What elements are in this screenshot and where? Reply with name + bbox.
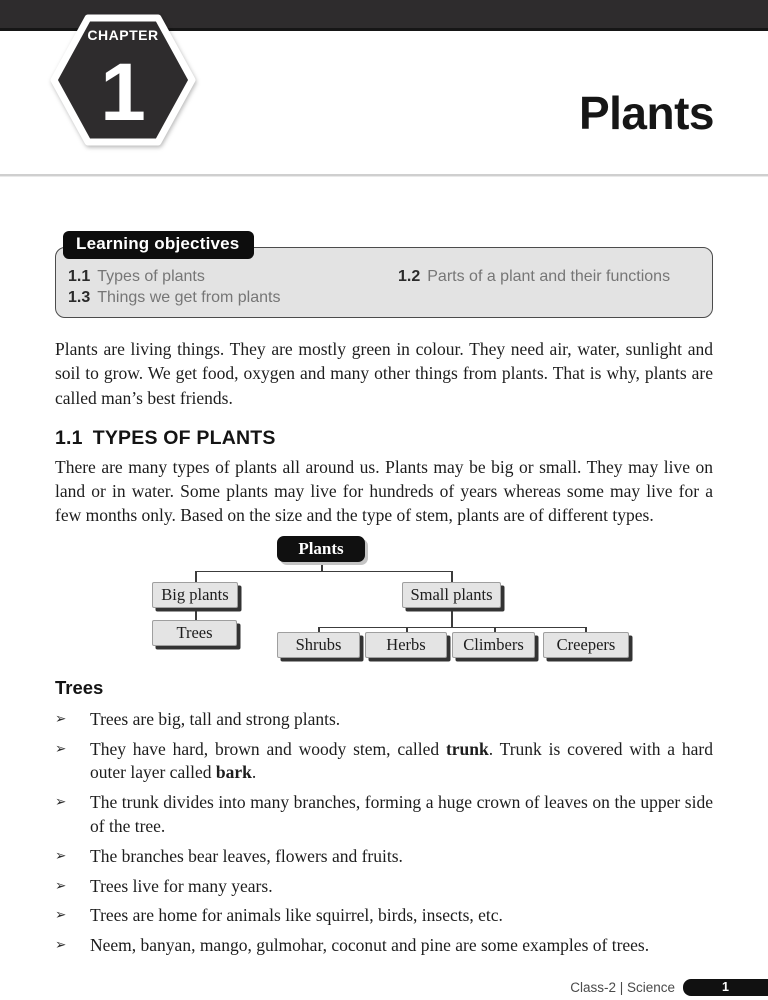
connector-line [321, 562, 323, 571]
bullet-arrow-icon: ➢ [55, 710, 67, 727]
bullet-arrow-icon: ➢ [55, 794, 67, 811]
chapter-number: 1 [100, 47, 146, 138]
objective-item [68, 268, 398, 286]
footer-course: Class-2 | Science [570, 979, 675, 995]
connector-line [451, 608, 453, 627]
page-content [0, 177, 768, 964]
bullet-arrow-icon: ➢ [55, 847, 67, 864]
trees-bullet-list [55, 708, 713, 958]
bullet-item [55, 708, 713, 732]
trees-heading: Trees [55, 676, 104, 698]
bullet-arrow-icon: ➢ [55, 740, 67, 757]
section-title: TYPES OF PLANTS [92, 426, 276, 449]
connector-line [195, 571, 452, 573]
connector-line [195, 608, 197, 620]
diagram-node-big-plants: Big plants [152, 582, 238, 608]
bullet-text: The trunk divides into many branches, forming a huge crown of leaves on the upper side of the tree. [90, 792, 713, 836]
section-heading [55, 427, 713, 450]
intro-paragraph: Plants are living things. They are mostly green in colour. They need air, water, sunlight and soil to grow. We get food, oxygen and many other things from plants. That is why, plants are called man’s best friends. [55, 339, 713, 408]
bullet-arrow-icon: ➢ [55, 877, 67, 894]
learning-objectives-panel [55, 234, 713, 318]
objective-number: 1.2 [398, 268, 421, 285]
objective-item [398, 268, 698, 286]
chapter-label: CHAPTER [87, 27, 159, 43]
objective-item [68, 289, 398, 307]
diagram-node-climbers: Climbers [452, 632, 535, 658]
plants-diagram [55, 533, 713, 664]
objective-number: 1.3 [68, 289, 91, 306]
learning-objectives-label: Learning objectives [63, 231, 254, 259]
bullet-text: Trees are big, tall and strong plants. [90, 708, 341, 729]
objective-text: Things we get from plants [97, 289, 281, 306]
objective-number: 1.1 [68, 268, 91, 285]
bullet-text: They have hard, brown and woody stem, called trunk. Trunk is covered with a hard outer layer called bark. [90, 738, 713, 783]
diagram-node-shrubs: Shrubs [277, 632, 360, 658]
bullet-item [55, 904, 713, 928]
connector-line [195, 571, 197, 582]
bullet-item [55, 934, 713, 958]
connector-line [451, 571, 453, 582]
learning-objectives-grid [68, 268, 698, 307]
diagram-node-plants: Plants [277, 536, 365, 562]
page-number: 1 [722, 979, 729, 994]
diagram-node-small-plants: Small plants [402, 582, 501, 608]
section-paragraph: There are many types of plants all around us. Plants may be big or small. They may live on land or in water. Some plants may live for hundreds of years whereas some may live for a few months only. Based on the size and the type of stem, plants are of different types. [55, 456, 713, 526]
bullet-item [55, 845, 713, 869]
bullet-item [55, 738, 713, 786]
section-number: 1.1 [55, 426, 83, 449]
bullet-item [55, 875, 713, 899]
bullet-text: Trees are home for animals like squirrel, birds, insects, etc. [90, 905, 503, 926]
page-title: Plants [578, 87, 714, 139]
footer [570, 978, 768, 996]
chapter-badge [49, 11, 197, 149]
bullet-arrow-icon: ➢ [55, 907, 67, 924]
diagram-node-herbs: Herbs [365, 632, 447, 658]
diagram-node-trees: Trees [152, 620, 237, 646]
objective-text: Parts of a plant and their functions [427, 268, 671, 285]
bullet-text: Trees live for many years. [90, 875, 273, 896]
bullet-item [55, 791, 713, 839]
page-number-badge [683, 979, 768, 996]
bullet-text: Neem, banyan, mango, gulmohar, coconut and pine are some examples of trees. [90, 935, 650, 956]
diagram-node-creepers: Creepers [543, 632, 629, 658]
bullet-text: The branches bear leaves, flowers and fruits. [90, 845, 403, 866]
bullet-arrow-icon: ➢ [55, 937, 67, 954]
objective-text: Types of plants [97, 268, 205, 285]
connector-line [318, 627, 586, 629]
